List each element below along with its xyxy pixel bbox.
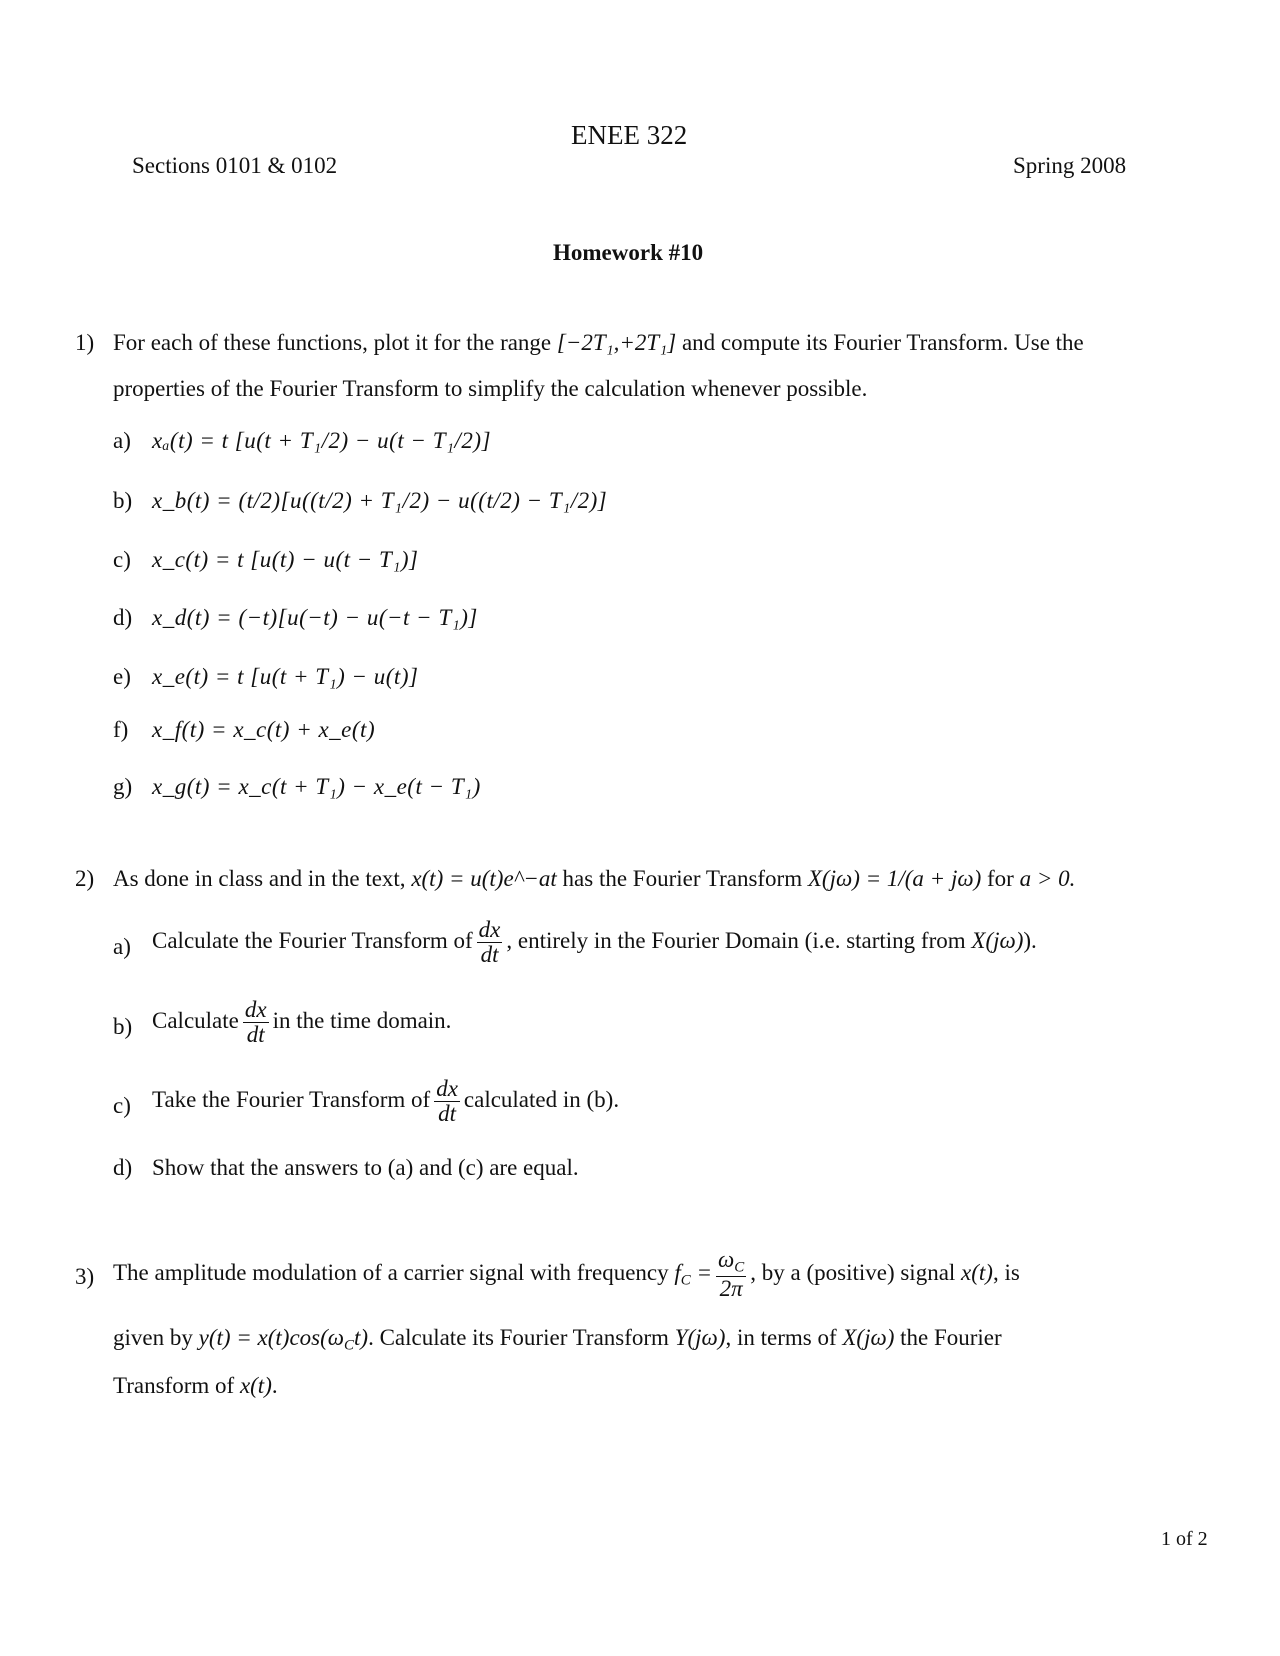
q3-yt-expr	[198, 1325, 369, 1354]
q2-d-text: Show that the answers to (a) and (c) are equal.	[152, 1155, 579, 1180]
q2-b-text1: Calculate	[152, 1007, 239, 1033]
q3-line2b: . Calculate its Fourier Transform	[368, 1325, 669, 1350]
two-pi: 2π	[719, 1276, 743, 1302]
q2-a-label: a)	[113, 934, 131, 959]
q3-line3-xt: x(t)	[239, 1373, 272, 1398]
q1-item-label: d)	[113, 605, 133, 630]
q2-c-text2: calculated in (b).	[463, 1086, 620, 1112]
q2-number: 2)	[75, 866, 95, 891]
term-label: Spring 2008	[1013, 153, 1127, 178]
q1-text-b: and compute its Fourier Transform. Use the	[681, 330, 1084, 355]
page-number: 1 of 2	[1161, 1528, 1208, 1550]
q1-line1	[113, 330, 1084, 356]
q2-c-line	[152, 1077, 619, 1126]
deriv-numerator: dx	[478, 917, 501, 942]
q1-item-expression: x_e(t) = t [u(t + T₁) − u(t)]	[152, 664, 419, 689]
q2-d-label: d)	[113, 1155, 133, 1180]
q2-intro-expr: x(t) = u(t)e^−at	[411, 866, 557, 891]
q3-line3-end: .	[271, 1373, 278, 1398]
q1-number: 1)	[75, 330, 95, 355]
q3-line3a: Transform of	[113, 1373, 235, 1398]
q2-a-text1: Calculate the Fourier Transform of	[152, 927, 473, 953]
q2-c-label: c)	[113, 1093, 131, 1118]
q1-item-expression: xₐ(t) = t [u(t + T₁/2) − u(t − T₁/2)]	[152, 428, 492, 453]
q2-c-derivative	[434, 1077, 460, 1126]
q2-intro	[113, 866, 1075, 892]
q3-line1	[113, 1248, 1020, 1301]
q1-item-expression: x_g(t) = x_c(t + T₁) − x_e(t − T₁)	[152, 774, 481, 799]
q2-c-text1: Take the Fourier Transform of	[152, 1086, 431, 1112]
q1-item-label: b)	[113, 488, 133, 513]
q1-item-expression: x_b(t) = (t/2)[u((t/2) + T₁/2) − u((t/2) − T₁/2)]	[152, 488, 608, 513]
q1-item-label: e)	[113, 664, 131, 689]
fc-subscript: C	[680, 1272, 691, 1289]
q3-text1: The amplitude modulation of a carrier signal with frequency	[113, 1259, 669, 1285]
q3-fc: $f_C$ =	[674, 1259, 713, 1289]
q2-a-expr: X(jω)	[971, 927, 1024, 953]
q2-intro-text3: for	[987, 866, 1014, 891]
q2-a-text2: , entirely in the Fourier Domain (i.e. starting from	[506, 927, 966, 953]
q2-b-text2: in the time domain.	[272, 1007, 452, 1033]
yt-subscript: C	[344, 1337, 354, 1354]
deriv-denominator: dt	[246, 1022, 265, 1048]
q3-text2: , by a (positive) signal	[750, 1259, 956, 1285]
q3-line2a: given by	[113, 1325, 193, 1350]
fc-symbol: f	[674, 1259, 681, 1285]
q2-intro-cond: a > 0.	[1019, 866, 1076, 891]
q3-number: 3)	[75, 1264, 95, 1289]
course-title: ENEE 322	[571, 120, 688, 150]
q2-intro-text2: has the Fourier Transform	[562, 866, 803, 891]
q3-fc-fraction	[716, 1248, 746, 1301]
yt-expr-end: t)	[354, 1325, 369, 1350]
q1-item-label: c)	[113, 547, 131, 572]
deriv-denominator: dt	[480, 942, 499, 968]
sections-label: Sections 0101 & 0102	[132, 153, 338, 178]
q3-line2	[113, 1325, 1002, 1354]
q1-item-expression: x_f(t) = x_c(t) + x_e(t)	[152, 717, 376, 742]
q3-line2d: the Fourier	[900, 1325, 1002, 1350]
homework-title: Homework #10	[553, 240, 704, 265]
q2-b-label: b)	[113, 1014, 133, 1039]
yt-expr-main: y(t) = x(t)cos(ω	[198, 1325, 345, 1350]
q3-xt: x(t)	[961, 1259, 993, 1285]
omega-symbol: ω	[718, 1247, 735, 1272]
q2-b-derivative	[243, 998, 269, 1047]
q3-Xjw: X(jω)	[842, 1325, 895, 1350]
q1-line2: properties of the Fourier Transform to simplify the calculation whenever possible.	[113, 376, 868, 401]
q1-text: For each of these functions, plot it for the range	[113, 330, 552, 355]
q2-intro-text1: As done in class and in the text,	[113, 866, 406, 891]
q1-item-label: f)	[113, 717, 129, 742]
deriv-numerator: dx	[244, 997, 267, 1022]
q2-a-end: ).	[1023, 927, 1037, 953]
q1-range: [−2T₁,+2T₁]	[556, 330, 677, 355]
q2-a-derivative	[477, 918, 503, 967]
q3-line2c: , in terms of	[725, 1325, 837, 1350]
q3-Yjw: Y(jω)	[674, 1325, 726, 1350]
omega-subscript: C	[734, 1259, 745, 1276]
q1-item-label: a)	[113, 428, 131, 453]
q2-b-line	[152, 998, 451, 1047]
q1-item-expression: x_d(t) = (−t)[u(−t) − u(−t − T₁)]	[152, 605, 478, 630]
deriv-denominator: dt	[438, 1101, 456, 1127]
q1-item-expression: x_c(t) = t [u(t) − u(t − T₁)]	[152, 547, 419, 572]
q2-a-line	[152, 918, 1037, 967]
deriv-numerator: dx	[436, 1076, 458, 1101]
q3-line3	[113, 1373, 278, 1399]
omega-c	[716, 1248, 746, 1277]
q3-text3: , is	[992, 1259, 1020, 1285]
q2-intro-ft: X(jω) = 1/(a + jω)	[807, 866, 982, 891]
q1-item-label: g)	[113, 774, 133, 799]
